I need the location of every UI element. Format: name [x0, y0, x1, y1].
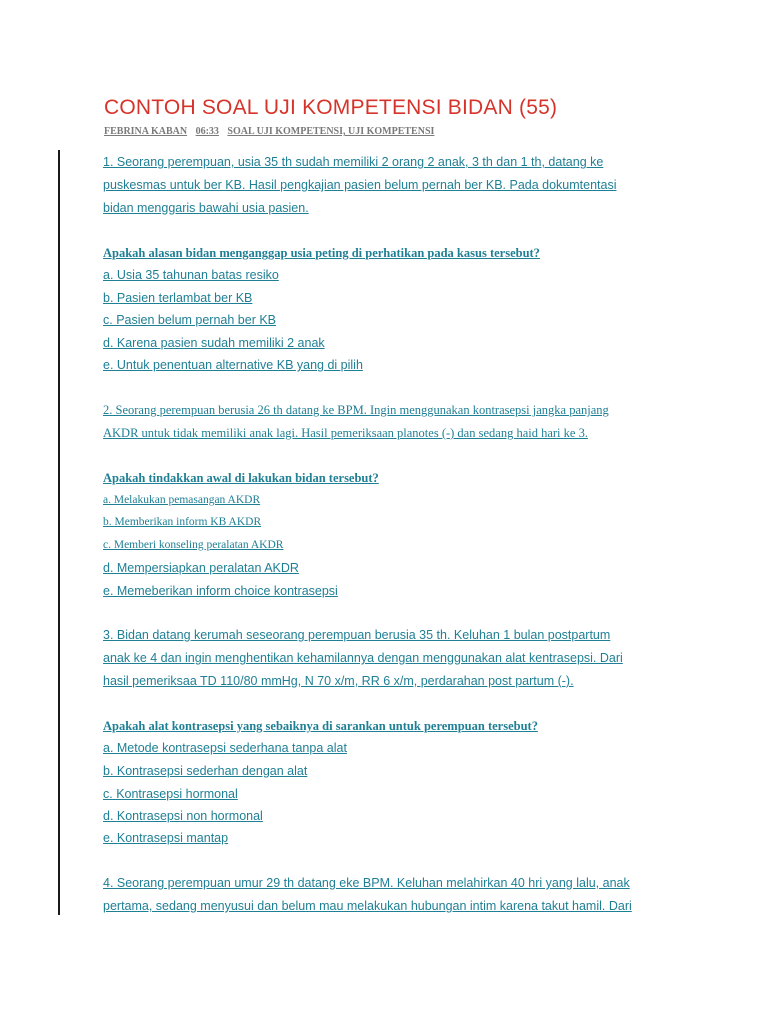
labels-link[interactable]: SOAL UJI KOMPETENSI, UJI KOMPETENSI [227, 126, 435, 137]
q3-option-e[interactable]: e. Kontrasepsi mantap [103, 831, 229, 845]
q4-text-line[interactable]: pertama, sedang menyusui dan belum mau melakukan hubungan intim karena takut hamil. Dari [103, 899, 632, 913]
q2-option-d[interactable]: d. Mempersiapkan peralatan AKDR [103, 561, 299, 575]
q1-text-line[interactable]: bidan menggaris bawahi usia pasien. [103, 201, 309, 215]
q3-option-b[interactable]: b. Kontrasepsi sederhan dengan alat [103, 764, 308, 778]
q1-text-line[interactable]: puskesmas untuk ber KB. Hasil pengkajian pasien belum pernah ber KB. Pada dokumtentasi [103, 178, 617, 192]
q1-question[interactable]: Apakah alasan bidan menganggap usia peting di perhatikan pada kasus tersebut? [103, 246, 540, 260]
q3-option-c[interactable]: c. Kontrasepsi hormonal [103, 787, 238, 801]
q1-option-c[interactable]: c. Pasien belum pernah ber KB [103, 313, 277, 327]
q2-option-e[interactable]: e. Memeberikan inform choice kontrasepsi [103, 584, 338, 598]
q3-text-line[interactable]: 3. Bidan datang kerumah seseorang perempuan berusia 35 th. Keluhan 1 bulan postpartum [103, 628, 611, 642]
q3-option-a[interactable]: a. Metode kontrasepsi sederhana tanpa alat [103, 741, 347, 755]
q3-option-d[interactable]: d. Kontrasepsi non hormonal [103, 809, 263, 823]
q1-option-a[interactable]: a. Usia 35 tahunan batas resiko [103, 268, 279, 282]
page-title: CONTOH SOAL UJI KOMPETENSI BIDAN (55) [104, 96, 558, 119]
q2-text-line[interactable]: AKDR untuk tidak memiliki anak lagi. Hasil pemeriksaan planotes (-) dan sedang haid hari ke 3. [103, 426, 588, 440]
q1-option-b[interactable]: b. Pasien terlambat ber KB [103, 291, 253, 305]
time-link[interactable]: 06:33 [195, 126, 219, 137]
q3-question[interactable]: Apakah alat kontrasepsi yang sebaiknya di sarankan untuk perempuan tersebut? [103, 719, 538, 733]
left-margin-rule [58, 150, 60, 915]
q2-text-line[interactable]: 2. Seorang perempuan berusia 26 th datang ke BPM. Ingin menggunakan kontrasepsi jangka panjang [103, 403, 609, 417]
author-link[interactable]: FEBRINA KABAN [104, 126, 188, 137]
q4-text-line[interactable]: 4. Seorang perempuan umur 29 th datang eke BPM. Keluhan melahirkan 40 hri yang lalu, anak [103, 876, 630, 890]
q2-option-a[interactable]: a. Melakukan pemasangan AKDR [103, 494, 261, 506]
q3-text-line[interactable]: hasil pemeriksaa TD 110/80 mmHg, N 70 x/m, RR 6 x/m, perdarahan post partum (-). [103, 674, 574, 688]
q2-option-b[interactable]: b. Memberikan inform KB AKDR [103, 516, 262, 528]
q2-option-c[interactable]: c. Memberi konseling peralatan AKDR [103, 539, 284, 551]
q2-question[interactable]: Apakah tindakkan awal di lakukan bidan tersebut? [103, 471, 379, 485]
q1-text-line[interactable]: 1. Seorang perempuan, usia 35 th sudah memiliki 2 orang 2 anak, 3 th dan 1 th, datang ke [103, 155, 604, 169]
q1-option-e[interactable]: e. Untuk penentuan alternative KB yang di pilih [103, 358, 363, 372]
post-meta [104, 126, 440, 137]
q3-text-line[interactable]: anak ke 4 dan ingin menghentikan kehamilannya dengan menggunakan alat kentrasepsi. Dari [103, 651, 623, 665]
q1-option-d[interactable]: d. Karena pasien sudah memiliki 2 anak [103, 336, 325, 350]
